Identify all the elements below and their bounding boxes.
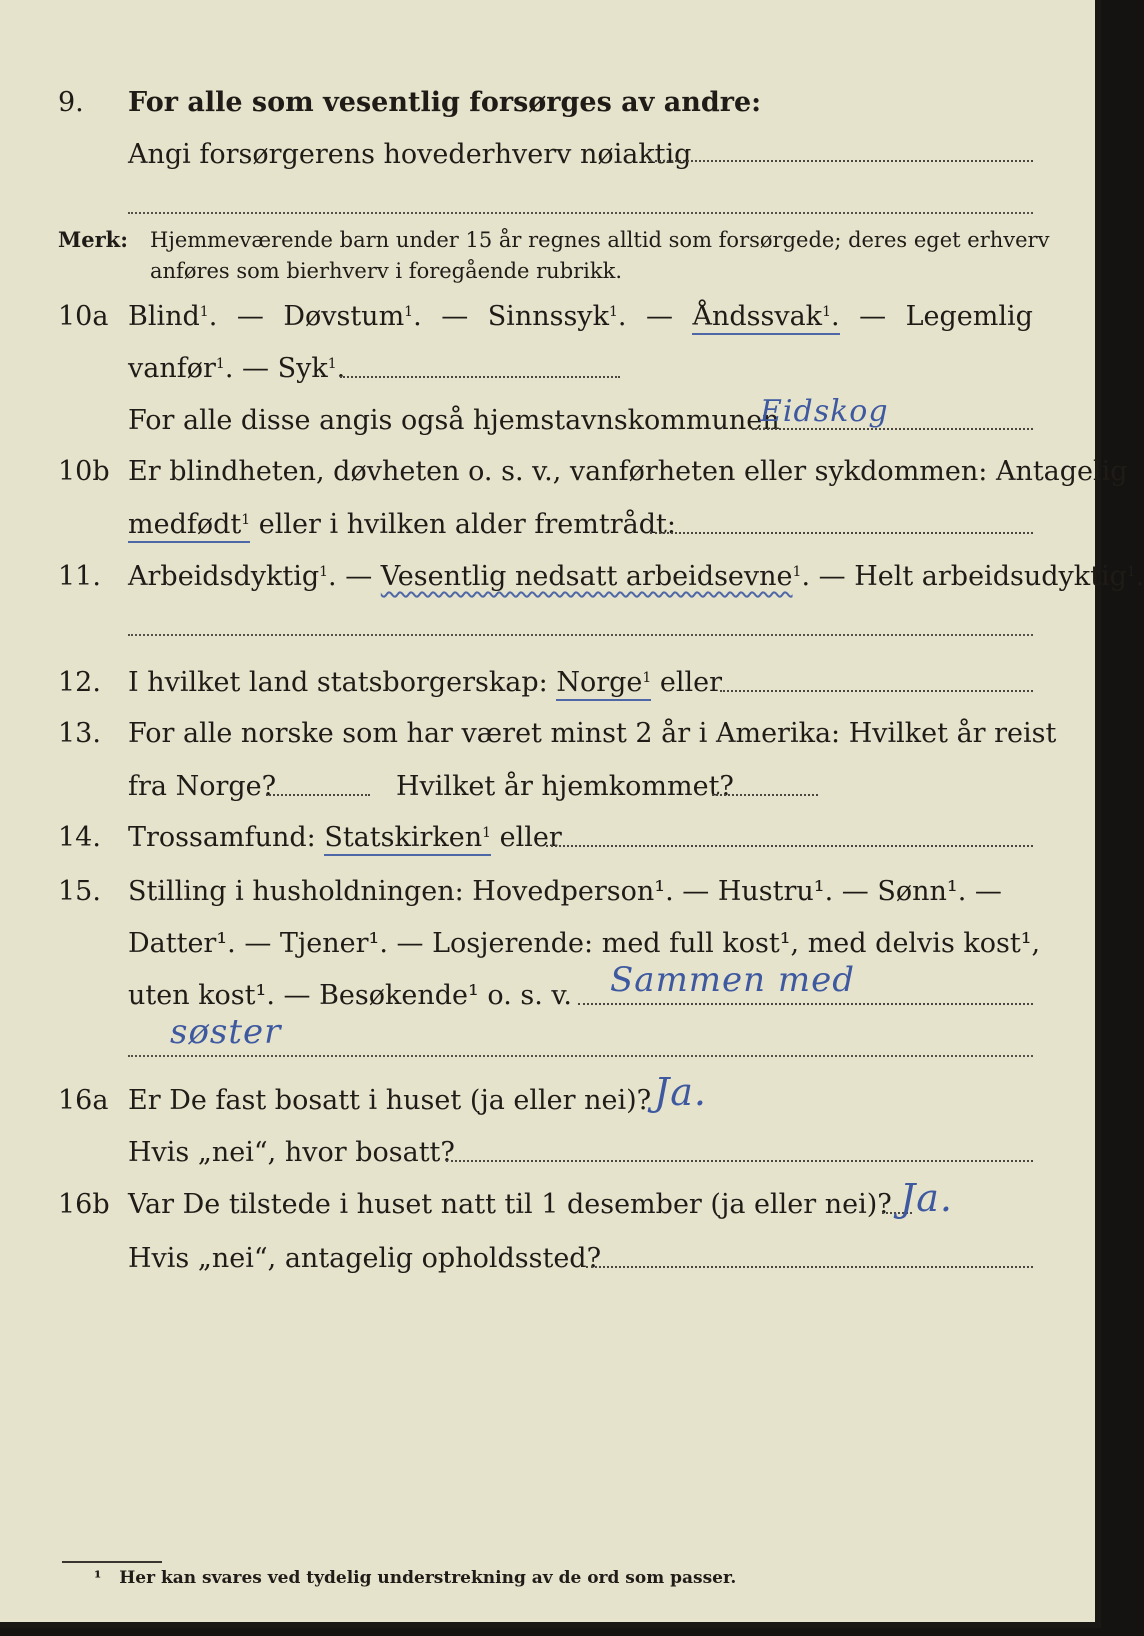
question-text: fra Norge? [128, 771, 277, 802]
answer-line [650, 160, 1033, 162]
question-number: 15. [58, 876, 101, 907]
footnote [94, 1568, 736, 1588]
question-text: Hvis „nei“, hvor bosatt? [128, 1137, 455, 1168]
handwritten-answer-stilling-2: søster [170, 1012, 282, 1052]
question-number: 9. [58, 87, 84, 118]
option-statskirken-underlined: Statskirken [324, 822, 483, 853]
question-text: Var De tilstede i huset natt til 1 desember (ja eller nei)? [128, 1189, 892, 1220]
option-medfodt-underlined: medfødt [128, 509, 242, 540]
handwritten-answer-16a: Ja. [654, 1070, 707, 1114]
handwritten-answer-kommune: Eidskog [760, 394, 889, 429]
option-norge-underlined: Norge [556, 667, 643, 698]
question-text: I hvilket land statsborgerskap: [128, 667, 548, 698]
answer-line [128, 634, 1033, 636]
answer-line [128, 1055, 1033, 1057]
option-vanfor: vanfør [128, 353, 216, 384]
census-form-page: 9. For alle som vesentlig forsørges av andre: Angi forsørgerens hovederhverv nøiaktig Merk: Hjemmeværende barn under 15 år regnes alltid som forsørgede; deres eget erhverv anføres som bierhverv i foregående rubrikk. 10a Blind$^1$. — Døvstum$^1$. — Sinnssyk$^1$. — Åndssvak$^1$. — Legemlig vanfør$^1$. — Syk$^1$. For alle disse angis også hjemstavnskommunen Eidskog 10b Er blindheten, døvheten o. s. v., vanførheten eller sykdommen: Antagelig medfødt$^1$ eller i hvilken alder fremtrådt: 11. Arbeidsdyktig$^1$. — Vesentlig nedsatt arbeidsevne$^1$. — Helt arbeidsudyktig$^1$. 12. I hvilket land statsborgerskap: Norge$^1$ eller 13. For alle norske som har været minst 2 år i Amerika: Hvilket år reist fra Norge? Hvilket år hjemkommet? 14. Trossamfund: Statskirken$^1$ eller 15. Stilling i husholdningen: Hovedperson¹. — Hustru¹. — Sønn¹. — Datter¹. — Tjener¹. — Losjerende: med full kost¹, med delvis kost¹, uten kost¹. — Besøkende¹ o. s. v. Sammen med søster 16a Er De fast bosatt i huset (ja eller nei)? Ja. Hvis „nei“, hvor bosatt? 16b Var De tilstede i huset natt til 1 desember (ja eller nei)? Ja. Hvis „nei“, antagelig opholdssted? ¹ Her kan svares ved tydelig understrekning av de ord som passer. [0, 0, 1101, 1628]
option-syk: Syk [277, 353, 328, 384]
question-number: 14. [58, 822, 101, 853]
handwritten-answer-stilling: Sammen med [610, 960, 855, 1000]
question-heading: For alle som vesentlig forsørges av andre: [128, 87, 762, 118]
question-number: 13. [58, 718, 101, 749]
question-text: Trossamfund: [128, 822, 316, 853]
handwritten-answer-16b: Ja. [900, 1176, 953, 1220]
note-text: Hjemmeværende barn under 15 år regnes alltid som forsørgede; deres eget erhverv [150, 228, 1050, 252]
option-eller: eller [499, 822, 562, 853]
question-text: uten kost¹. — Besøkende¹ o. s. v. [128, 980, 573, 1011]
answer-line [712, 794, 818, 796]
footnote-divider [62, 1561, 162, 1563]
question-text: Hvilket år hjemkommet? [396, 771, 734, 802]
question-text: eller i hvilken alder fremtrådt: [258, 509, 676, 540]
answer-line [128, 212, 1033, 214]
note-label: Merk: [58, 227, 128, 252]
question-text: Hvis „nei“, antagelig opholdssted? [128, 1243, 602, 1274]
note-text: anføres som bierhverv i foregående rubrikk. [150, 259, 623, 283]
answer-line [546, 845, 1033, 847]
question-number: 12. [58, 667, 101, 698]
question-text: Er blindheten, døvheten o. s. v., vanførheten eller sykdommen: Antagelig [128, 456, 1128, 487]
footnote-text: Her kan svares ved tydelig understrekning av de ord som passer. [119, 1568, 737, 1588]
question-number: 10a [58, 301, 109, 332]
answer-line [446, 1160, 1033, 1162]
option-andssvak-underlined: Åndssvak [692, 301, 823, 332]
option-legemlig: Legemlig [905, 301, 1033, 332]
question-text: For alle norske som har været minst 2 år i Amerika: Hvilket år reist [128, 718, 1057, 749]
question-text: Er De fast bosatt i huset (ja eller nei)? [128, 1085, 652, 1116]
question-text: Angi forsørgerens hovederhverv nøiaktig [128, 139, 692, 170]
answer-line [266, 794, 370, 796]
question-text: Stilling i husholdningen: Hovedperson¹. — Hustru¹. — Sønn¹. — [128, 876, 1002, 907]
option-blind: Blind [128, 301, 200, 332]
answer-line [586, 1266, 1033, 1268]
question-number: 10b [58, 456, 110, 487]
option-udyktig: Helt arbeidsudyktig [854, 561, 1127, 592]
option-nedsatt-underlined: Vesentlig nedsatt arbeidsevne [380, 561, 793, 592]
option-eller: eller [659, 667, 723, 698]
footnote-mark: ¹ [94, 1568, 102, 1588]
answer-line [650, 532, 1033, 534]
option-list: Blind$^1$. — Døvstum$^1$. — Sinnssyk$^1$. — Åndssvak$^1$. — Legemlig [128, 302, 1033, 335]
option-dovstum: Døvstum [283, 301, 405, 332]
question-number: 16a [58, 1085, 109, 1116]
option-arbeidsdyktig: Arbeidsdyktig [128, 561, 320, 592]
question-number: 11. [58, 561, 101, 592]
question-text: For alle disse angis også hjemstavnskommunen [128, 405, 780, 436]
answer-line [578, 1003, 1033, 1005]
answer-line [720, 690, 1033, 692]
question-number: 16b [58, 1189, 110, 1220]
option-sinnssyk: Sinnssyk [487, 301, 609, 332]
answer-line [340, 376, 620, 378]
question-text: Datter¹. — Tjener¹. — Losjerende: med full kost¹, med delvis kost¹, [128, 928, 1041, 959]
